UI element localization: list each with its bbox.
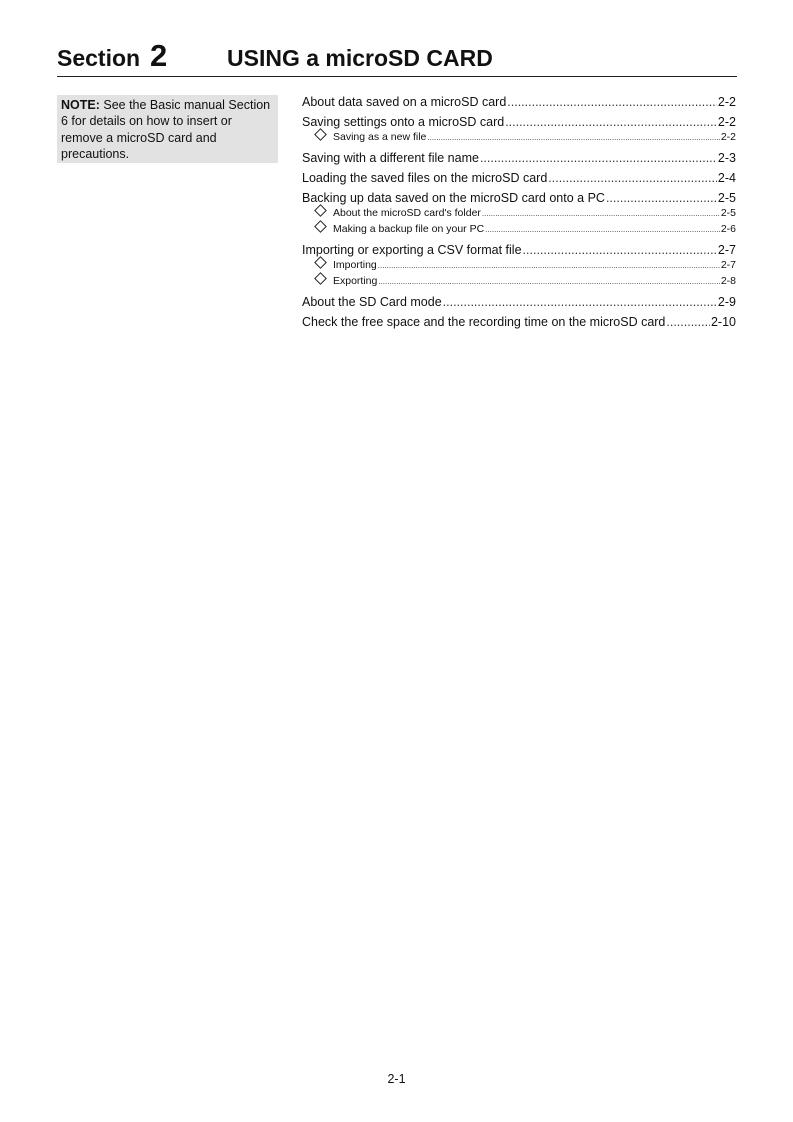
toc-page-number: 2-5 — [717, 191, 736, 205]
toc-entry[interactable] — [302, 150, 736, 170]
toc-page-number: 2-2 — [717, 115, 736, 129]
toc-subentry[interactable] — [302, 130, 736, 146]
toc-page-number: 2-9 — [717, 295, 736, 309]
note-box — [57, 95, 278, 163]
toc-page-number: 2-7 — [717, 243, 736, 257]
toc-title: Saving settings onto a microSD card — [302, 115, 505, 129]
toc-entry[interactable] — [302, 294, 736, 314]
toc-entry[interactable] — [302, 170, 736, 190]
toc-title: Saving as a new file — [333, 131, 427, 143]
toc-subentry[interactable] — [302, 206, 736, 222]
diamond-bullet-icon — [314, 204, 327, 217]
toc-page-number: 2-3 — [717, 151, 736, 165]
dot-leader — [548, 170, 717, 186]
toc-subentry[interactable] — [302, 222, 736, 238]
toc-title: Backing up data saved on the microSD card onto a PC — [302, 191, 605, 205]
page-number: 2-1 — [387, 1072, 406, 1086]
note-text: See the Basic manual Section 6 for details on how to insert or remove a microSD card and precautions. — [61, 98, 271, 161]
diamond-bullet-icon — [314, 128, 327, 141]
toc-entry[interactable] — [302, 314, 736, 334]
toc-page-number: 2-2 — [717, 95, 736, 109]
toc-page-number: 2-4 — [717, 171, 736, 185]
toc-title: Importing or exporting a CSV format file — [302, 243, 522, 257]
toc-title: About the microSD card's folder — [333, 207, 481, 219]
dot-leader — [507, 94, 717, 110]
section-number: 2 — [150, 38, 168, 73]
toc-subentry[interactable] — [302, 274, 736, 290]
toc-title: Saving with a different file name — [302, 151, 479, 165]
toc-page-number: 2-6 — [720, 223, 736, 235]
toc-title: Check the free space and the recording time on the microSD card — [302, 315, 666, 329]
diamond-bullet-icon — [314, 256, 327, 269]
dot-leader — [606, 190, 717, 206]
dot-leader — [505, 114, 717, 130]
section-header — [57, 40, 737, 77]
dot-leader — [482, 207, 720, 221]
toc-title: Loading the saved files on the microSD card — [302, 171, 548, 185]
dot-leader — [378, 259, 720, 273]
toc-page-number: 2-2 — [720, 131, 736, 143]
toc-page-number: 2-7 — [720, 259, 736, 271]
table-of-contents — [302, 94, 736, 334]
dot-leader — [666, 314, 710, 330]
dot-leader — [427, 131, 719, 145]
toc-title: Importing — [333, 259, 377, 271]
dot-leader — [443, 294, 717, 310]
toc-entry[interactable] — [302, 94, 736, 114]
toc-page-number: 2-10 — [710, 315, 736, 329]
section-title: USING a microSD CARD — [227, 45, 493, 71]
toc-title: Making a backup file on your PC — [333, 223, 485, 235]
dot-leader — [523, 242, 717, 258]
dot-leader — [378, 275, 719, 289]
toc-title: Exporting — [333, 275, 378, 287]
note-label: NOTE: — [61, 98, 100, 112]
dot-leader — [480, 150, 717, 166]
diamond-bullet-icon — [314, 272, 327, 285]
toc-page-number: 2-8 — [720, 275, 736, 287]
dot-leader — [485, 223, 720, 237]
toc-page-number: 2-5 — [720, 207, 736, 219]
toc-title: About data saved on a microSD card — [302, 95, 507, 109]
toc-subentry[interactable] — [302, 258, 736, 274]
diamond-bullet-icon — [314, 220, 327, 233]
section-label: Section — [57, 45, 141, 71]
toc-title: About the SD Card mode — [302, 295, 442, 309]
